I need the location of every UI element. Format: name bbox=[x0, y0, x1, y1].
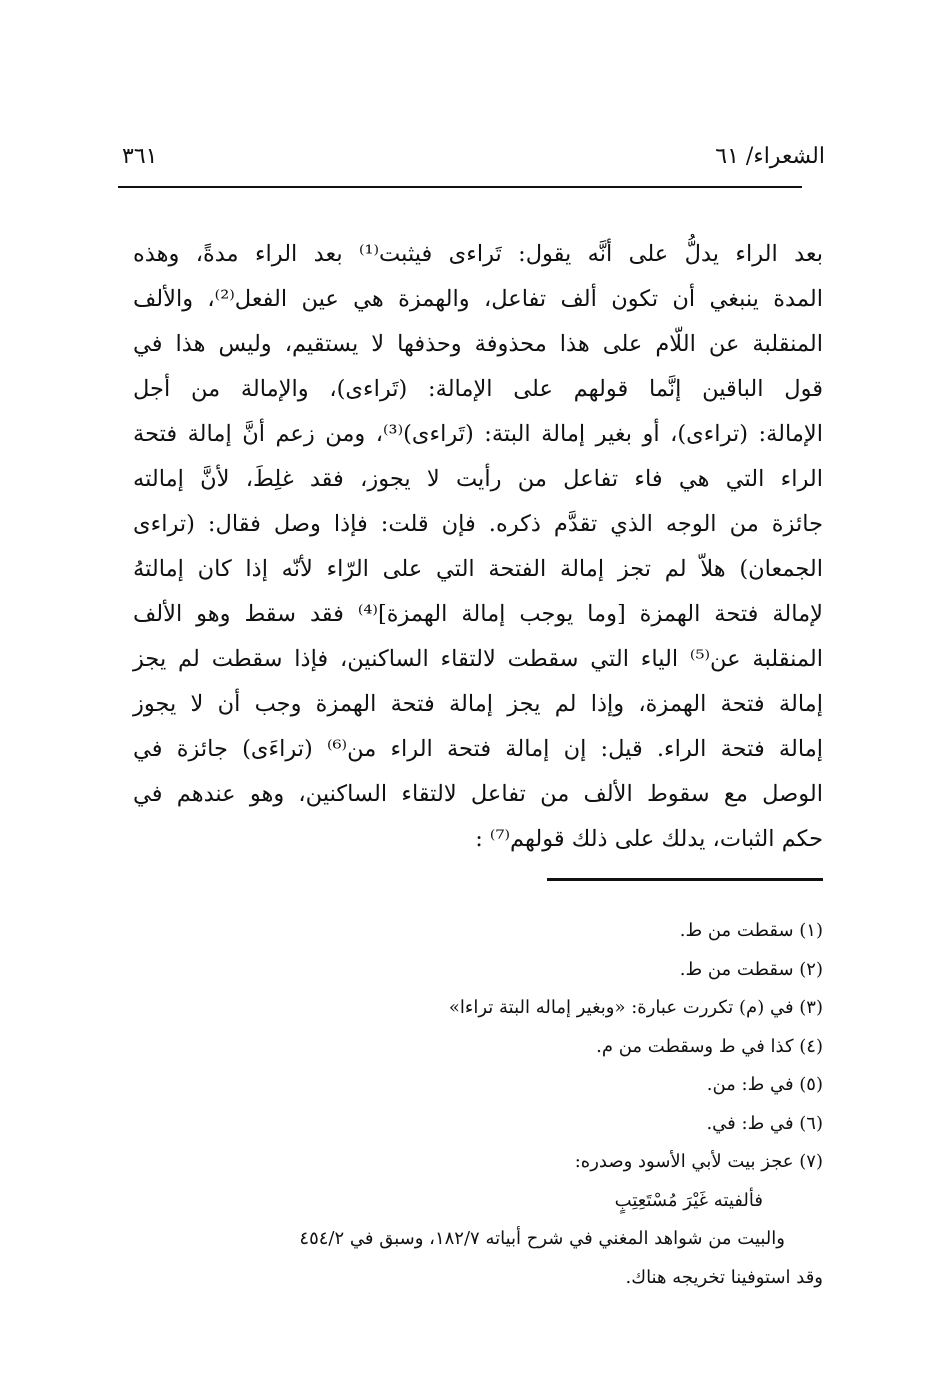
footnote: (١) سقطت من ط. bbox=[679, 920, 823, 941]
text-line: المدة ينبغي أن تكون ألف تفاعل، والهمزة هي عين الفعل⁽²⁾، والألف bbox=[133, 286, 823, 312]
text-line: الإمالة: (تراءى)، أو بغير إمالة البتة: (تَراءى)⁽³⁾، ومن زعم أنَّ إمالة فتحة bbox=[133, 421, 823, 447]
page-number: ٣٦١ bbox=[122, 144, 158, 169]
text-line: لإمالة فتحة الهمزة [وما يوجب إمالة الهمزة]⁽⁴⁾ فقد سقط وهو الألف bbox=[133, 601, 823, 627]
text-line: المنقلبة عن اللّام على هذا محذوفة وحذفها لا يستقيم، وليس هذا في bbox=[133, 331, 823, 357]
text-line: حكم الثبات، يدلك على ذلك قولهم⁽⁷⁾ : bbox=[475, 826, 823, 852]
text-line: قول الباقين إنَّما قولهم على الإمالة: (تَراءى)، والإمالة من أجل bbox=[133, 376, 823, 402]
text-line: بعد الراء يدلُّ على أنَّه يقول: تَراءى فيثبت⁽¹⁾ بعد الراء مدةً، وهذه bbox=[133, 241, 824, 267]
text-line: الوصل مع سقوط الألف من تفاعل لالتقاء الساكنين، وهو عندهم في bbox=[133, 781, 823, 807]
footnote-continuation: والبيت من شواهد المغني في شرح أبياته ١٨٢/٧، وسبق في ٤٥٤/٢ bbox=[299, 1228, 785, 1249]
text-line: الجمعان) هلاّ لم تجز إمالة الفتحة التي على الرّاء لأنّه إذا كان إمالتهُ bbox=[133, 556, 823, 582]
footnote: (٢) سقطت من ط. bbox=[679, 958, 823, 980]
main-text-block bbox=[133, 232, 823, 862]
footnote: (٤) كذا في ط وسقطت من م. bbox=[596, 1035, 823, 1057]
footnote: (٥) في ط: من. bbox=[706, 1074, 823, 1095]
footnotes-block bbox=[133, 912, 823, 1297]
text-line: إمالة فتحة الراء. قيل: إن إمالة فتحة الراء من⁽⁶⁾ (تراءَى) جائزة في bbox=[133, 736, 823, 762]
text-line: جائزة من الوجه الذي تقدَّم ذكره. فإن قلت: فإذا وصل فقال: (تراءى bbox=[133, 511, 823, 537]
text-line: المنقلبة عن⁽⁵⁾ الياء التي سقطت لالتقاء الساكنين، فإذا سقطت لم يجز bbox=[133, 646, 823, 672]
footnote-verse: فألفيته غَيْرَ مُسْتَعِتِبٍ bbox=[614, 1189, 763, 1211]
footnote: (٦) في ط: في. bbox=[706, 1112, 823, 1134]
text-line: إمالة فتحة الهمزة، وإذا لم يجز إمالة فتحة الهمزة وجب أن لا يجوز bbox=[133, 691, 823, 717]
running-header-title: الشعراء/ ٦١ bbox=[715, 144, 825, 169]
footnote-divider bbox=[547, 878, 823, 881]
footnote: (٧) عجز بيت لأبي الأسود وصدره: bbox=[574, 1151, 823, 1172]
footnote-continuation: وقد استوفينا تخريجه هناك. bbox=[625, 1266, 823, 1288]
text-line: الراء التي هي فاء تفاعل من رأيت لا يجوز، فقد غلِطَ، لأنَّ إمالته bbox=[133, 466, 823, 492]
header-divider bbox=[118, 186, 802, 188]
footnote: (٣) في (م) تكررت عبارة: «وبغير إماله البتة تراءا» bbox=[448, 997, 823, 1018]
